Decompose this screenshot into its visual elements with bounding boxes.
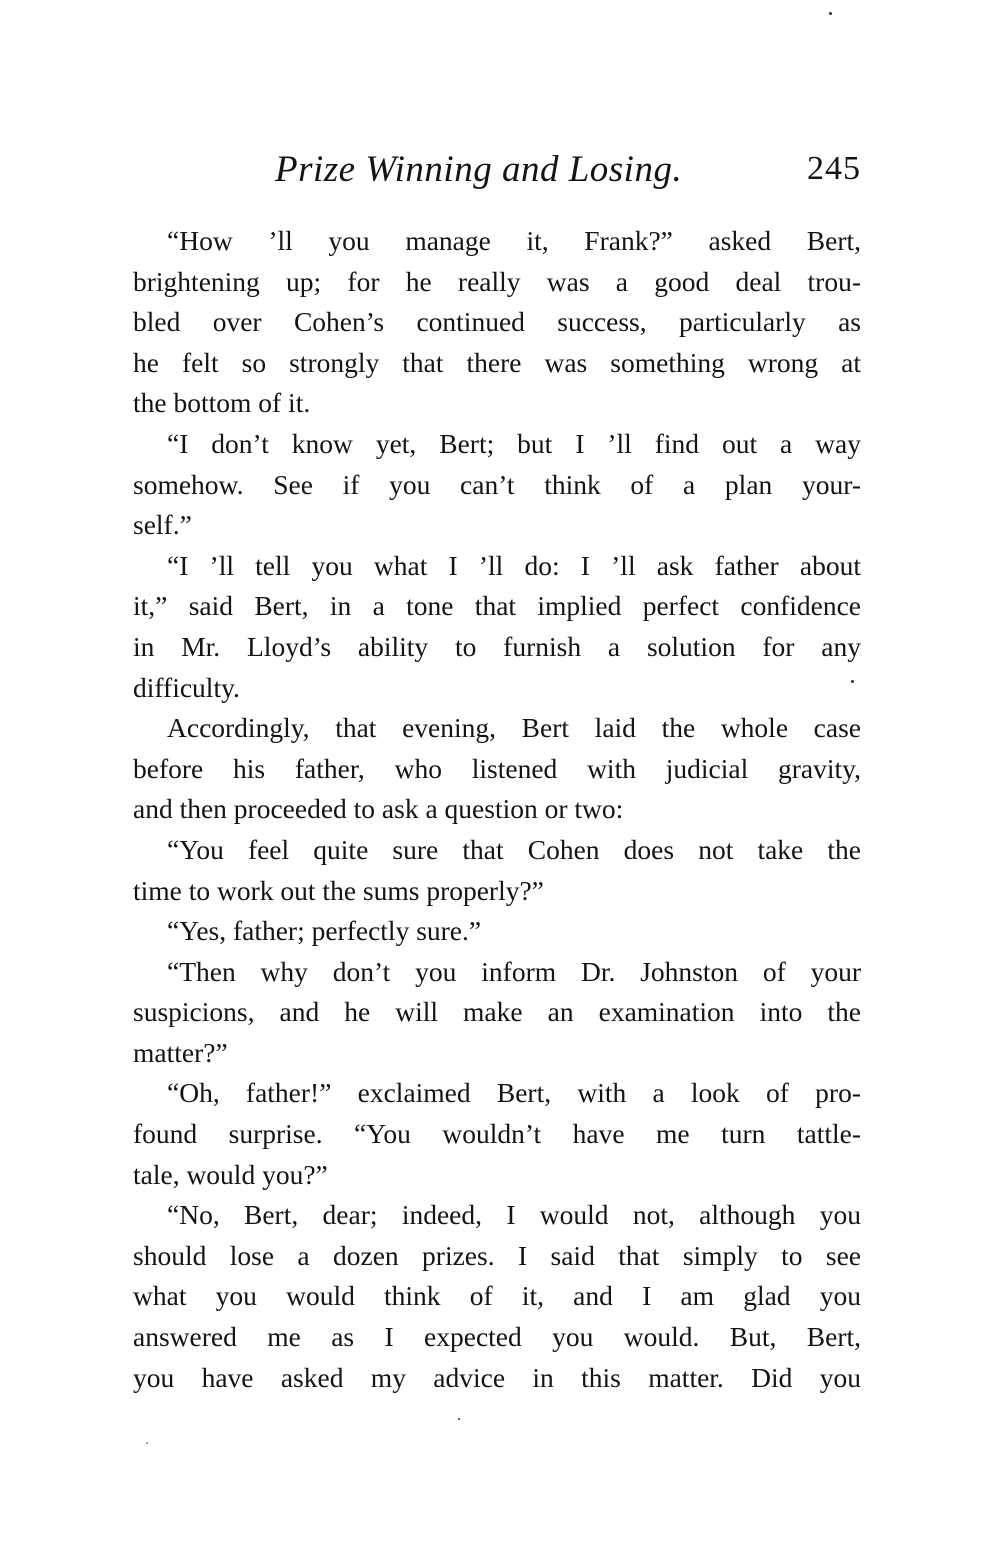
page-number: 245 xyxy=(807,150,861,187)
text-line: tale, would you?” xyxy=(133,1158,328,1190)
text-line: suspicions, and he will make an examination into the xyxy=(133,996,861,1028)
text-line: found surprise. “You wouldn’t have me turn tattle- xyxy=(133,1118,861,1150)
text-line: the bottom of it. xyxy=(133,387,311,419)
text-line: bled over Cohen’s continued success, particularly as xyxy=(133,306,861,338)
text-line: brightening up; for he really was a good deal trou- xyxy=(133,265,861,297)
scan-speck xyxy=(458,1418,460,1420)
text-line: “I ’ll tell you what I ’ll do: I ’ll ask father about xyxy=(167,549,861,581)
text-line: Accordingly, that evening, Bert laid the whole case xyxy=(167,712,861,744)
text-line: before his father, who listened with judicial gravity, xyxy=(133,752,861,784)
text-line: “Oh, father!” exclaimed Bert, with a look of pro- xyxy=(167,1077,861,1109)
text-line: “Yes, father; perfectly sure.” xyxy=(167,915,482,947)
running-head xyxy=(133,148,861,198)
scan-speck xyxy=(146,1442,148,1444)
text-line: “How ’ll you manage it, Frank?” asked Bert, xyxy=(167,225,861,256)
text-line: he felt so strongly that there was something wrong at xyxy=(133,346,861,378)
text-line: self.” xyxy=(133,509,192,541)
text-line: somehow. See if you can’t think of a plan your- xyxy=(133,468,861,500)
scan-speck xyxy=(851,680,854,683)
text-line: “I don’t know yet, Bert; but I ’ll find out a way xyxy=(167,427,861,459)
text-line: “Then why don’t you inform Dr. Johnston of your xyxy=(167,955,861,987)
text-line: time to work out the sums properly?” xyxy=(133,874,544,906)
text-line: and then proceeded to ask a question or two: xyxy=(133,793,624,825)
text-line: “No, Bert, dear; indeed, I would not, although you xyxy=(167,1199,861,1231)
text-line: it,” said Bert, in a tone that implied perfect confidence xyxy=(133,590,861,622)
text-line: you have asked my advice in this matter. Did you xyxy=(133,1361,861,1393)
body-text xyxy=(133,221,861,1398)
text-line: answered me as I expected you would. But, Bert, xyxy=(133,1321,861,1353)
text-line: should lose a dozen prizes. I said that simply to see xyxy=(133,1239,861,1271)
scan-speck xyxy=(829,12,832,15)
text-line: “You feel quite sure that Cohen does not take the xyxy=(167,833,861,865)
text-line: in Mr. Lloyd’s ability to furnish a solution for any xyxy=(133,630,861,662)
running-title: Prize Winning and Losing. xyxy=(275,149,683,190)
text-line: what you would think of it, and I am glad you xyxy=(133,1280,861,1312)
text-line: matter?” xyxy=(133,1036,228,1068)
text-line: difficulty. xyxy=(133,671,240,703)
